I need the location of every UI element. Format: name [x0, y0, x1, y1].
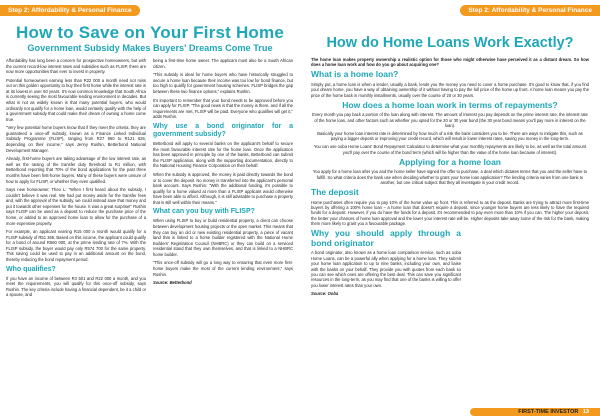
section-heading: What can you buy with FLISP? — [153, 208, 255, 216]
section-heading: Why you should apply through a bond originator — [311, 228, 461, 248]
paragraph: You can use ooba Home Loans' Bond Repayment Calculator to determine what your monthly repayments are likely to be, as well as the total amount you'll pay over the course of the bond term (which will be higher than the value of the home loan because of interest). — [313, 144, 587, 155]
paragraph: Betterbond will apply to several banks on the applicant's behalf to secure the most favourable interest rate for the home loan. Once the application has been approved in principle by one of the banks, Betterbond can submit the FLISP application, along with the supporting documentation, directly to the National Housing Finance Corporation on their behalf. — [153, 141, 293, 169]
footer-label — [518, 408, 592, 416]
paragraph: A bond originator, also known as a home loan comparison service, such as ooba Home Loans, can be a powerful ally when applying for a home loan. They submit your home loan application to up to nine banks, including your own, and liaise with the banks on your behalf. They provide you with quotes from each bank so you can see which ones are offering the best deal. This can save you significant resources in the long-term, as you may find that one of the banks is willing to offer you lower interest rates than your own. — [311, 250, 461, 288]
paragraph: Basically your home loan interest rate is determined by how much of a risk the bank considers you to be. There are ways to mitigate this, such as paying a bigger deposit or improving your credit record, which will result in lower interest rates, saving you money in the long-term. — [317, 131, 583, 142]
page-number: 13 — [580, 409, 592, 415]
section-tag: Step 2: Affordability & Personal Finance — [460, 5, 600, 16]
section-heading: Applying for a home loan — [398, 156, 501, 167]
paragraph: Potential homeowners earning less than R22 000 a month need not miss out on this golden opportunity to buy their first home while the interest rate is at its lowest in over 50 years. It's now common knowledge that South Africa is currently seeing the most favourable lending environment in decades. But what is not as widely known is that many potential buyers, who would ordinarily not qualify for a home loan, would certainly qualify with the help of a government subsidy that could make their dream of owning a home come true. — [6, 77, 146, 122]
source-credit: Source: Ooba — [311, 290, 339, 296]
page-footer — [300, 408, 600, 419]
paragraph: Every month you pay back a portion of the loan along with interest. The amount of interest you pay depends on the prime interest rate, the interest rate of the home loan, and other factors such as whether you opted for the 20 or 30 year bond (the 30 year bond means you'll pay more in interest on the loan). — [312, 112, 588, 129]
article-title: How do Home Loans Work Exactly? — [326, 35, 574, 51]
section-tag: Step 2: Affordability & Personal Finance — [0, 5, 140, 16]
left-column-1 — [6, 58, 146, 301]
paragraph: "This subsidy is ideal for home buyers who have historically struggled to secure a home loan because their income was too low for bond finance, but too high to qualify for government housing schemes. FLISP bridges the gap between these two finance options," explains Rushin. — [153, 72, 293, 94]
publication-name: FIRST-TIME INVESTOR — [518, 409, 579, 415]
paragraph: Home purchases often require you to pay 10% of the home value up front. This is referred to as the deposit. Banks are trying to attract more first-time buyers by offering a 100% home loan – a home loan that doesn't require a deposit, since younger home buyers are less likely to have the required funds for a deposit. However, if you do have the funds for a deposit, it's recommended to pay even more than 10% if you can. The higher your deposit, the better your chances of home loan approval and the lower your interest rate will be. Higher deposits take away some of the risk for the bank, making them more likely to grant you a favourable package. — [311, 199, 589, 227]
paragraph: Already, first-home buyers are taking advantage of the low interest rate, as well as the raising of the transfer duty threshold to R1 million, with Betterbond reporting that 70% of the bond applications for the past three months have been first-home buyers. Many of these buyers were unsure of how to apply for FLISP, or whether they even qualified. — [6, 156, 146, 184]
paragraph: Affordability has long been a concern for prospective homeowners, but with the current record-low interest rates and subsidies such as FLISP, there are now more opportunities than ever to invest in property. — [6, 58, 146, 75]
article-subtitle: Government Subsidy Makes Buyers' Dreams Come True — [27, 43, 273, 53]
paragraph: "This once-off subsidy will go a long way to ensuring that even more first-home buyers make the most of the current lending environment," says Rushin. — [153, 260, 293, 277]
section-heading: Who qualifies? — [6, 265, 56, 273]
paragraph: Says new homeowner, Theo L: "When I first heard about the subsidy, I couldn't believe it was real. We had put money aside for the transfer fees and, with the approval of the subsidy, we could instead save that money and put it towards other expenses for the house. It was a great surprise!" Rushin says FLISP can be used as a deposit to reduce the purchase price of the home, or added to an approved home loan to allow for the purchase of a more expensive property. — [6, 187, 146, 226]
paragraph: Simply put, a home loan is when a lender, usually a bank, lends you the money you need to cover a home purchase. It's good to know that, if you find your dream home, you have a way of obtaining ownership of it without having to pay the full price of the home up front. A home loan means you pay the price of the home back in monthly installments, usually over the course of 20 or 30 years. — [311, 81, 589, 98]
article-title: How to Save on Your First Home — [16, 23, 284, 42]
section-heading: What is a home loan? — [311, 69, 399, 80]
paragraph: For example, an applicant earning R15 000 a month would qualify for a FLISP subsidy of R51 365. Based on this income, the applicant could qualify for a bond of around R560 000, at the prime lending rate of 7%. With the FLISP subsidy, the buyer would pay only R574 700 for the same property. This saving could be used to pay in an additional amount on the bond, thereby reducing the bond repayment period. — [6, 229, 146, 262]
right-article-body — [311, 57, 589, 299]
paragraph: You apply for a home loan after you and the home seller have signed the offer to purchase, a deal which dictates terms that you and the seller have to fulfill. So what criteria does the bank use when deciding whether to grant your home loan application? The lending criteria varies from one bank to another, but one critical subject that they all investigate is your credit record. — [312, 169, 588, 186]
right-page — [300, 0, 600, 419]
left-column-2 — [153, 58, 293, 289]
paragraph: When using FLISP to buy or build residential property, a client can choose between development housing projects or the open market. This means that they can buy an old or new existing residential property, a piece of vacant land that is linked to a home builder registered with the National Home Builders' Registration Council (NHBRC) or they can build on a serviced residential stand that they own themselves, and that is linked to a NHBRC home builder. — [153, 218, 293, 257]
section-heading: Why use a bond originator for a government subsidy? — [153, 123, 293, 139]
section-heading: The deposit — [311, 187, 359, 198]
paragraph: When the subsidy is approved, the money is paid directly towards the bond or to cover the deposit. No money is transferred into the applicant's personal bank account. Says Rushin: "With the additional funding, it's possible to qualify for a home valued at more than a FLISP applicant would otherwise have been able to afford. Although, it is still advisable to purchase a property that is still well within their means." — [153, 171, 293, 205]
section-heading: How does a home loan work in terms of repayments? — [342, 99, 558, 110]
paragraph: being a first-time home owner. The applicant must also be a South African citizen. — [153, 58, 293, 69]
intro-paragraph: The home loan makes property ownership a realistic option for those who might otherwise have perceived it as a distant dream. So how does a home loan work and how do you go about acquiring one? — [311, 57, 589, 68]
source-credit: Source: Betterbond — [153, 280, 192, 286]
paragraph: It's important to remember that your bond needs to be approved before you can apply for FLISP. "The good news is that the money is there, and if all the requirements are met, FLISP will be paid. Everyone who qualifies will get it," adds Rushin. — [153, 97, 293, 120]
paragraph: If you have an income of between R3 501 and R22 000 a month, and you meet the requirements, you will qualify for this once-off subsidy, says Rushin. The key criteria include having a financial dependent, be it a child or a spouse, and — [6, 275, 146, 298]
paragraph: "Very few potential home buyers know that if they meet the criteria, they are guaranteed a once-off subsidy, known as a Finance Linked Individual Subsidy Programme (FLISP), ranging from R27 960 to R121 626, depending on their income," says Jenny Rushin, Betterbond National Development Manager. — [6, 125, 146, 153]
